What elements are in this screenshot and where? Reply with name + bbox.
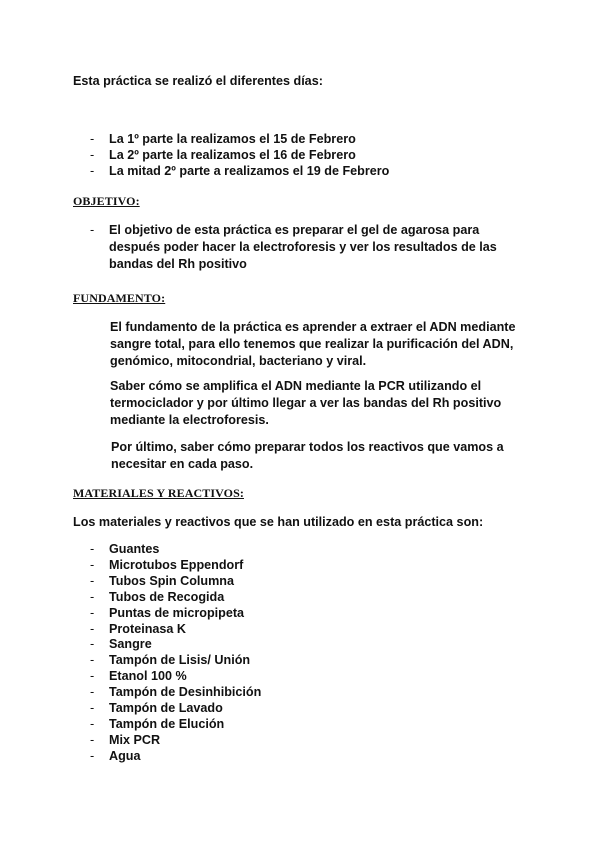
list-item: - Tampón de Lavado — [90, 701, 261, 717]
list-item: - Microtubos Eppendorf — [90, 558, 261, 574]
list-item: - Guantes — [90, 542, 261, 558]
materiales-intro: Los materiales y reactivos que se han utilizado en esta práctica son: — [73, 515, 484, 529]
fundamento-paragraph-3: Por último, saber cómo preparar todos los reactivos que vamos a necesitar en cada paso. — [111, 440, 504, 471]
list-item: - Mix PCR — [90, 733, 261, 749]
list-item: - Proteinasa K — [90, 622, 261, 638]
list-item: - Tampón de Elución — [90, 717, 261, 733]
list-item: - Tubos Spin Columna — [90, 574, 261, 590]
intro-text: Esta práctica se realizó el diferentes días: — [73, 74, 323, 88]
list-item: - La mitad 2º parte a realizamos el 19 de Febrero — [90, 164, 389, 180]
list-item: - Agua — [90, 749, 261, 765]
objetivo-text: - El objetivo de esta práctica es preparar el gel de agarosa para después poder hacer la electroforesis y ver los resultados de las bandas del Rh positivo — [90, 222, 530, 273]
days-list — [90, 132, 389, 180]
materiales-list — [90, 542, 261, 765]
fundamento-paragraph-1: El fundamento de la práctica es aprender a extraer el ADN mediante sangre total, para ello tenemos que realizar la purificación del ADN, genómico, mitocondrial, bacteriano y viral. — [110, 320, 516, 368]
list-item: - Tampón de Lisis/ Unión — [90, 653, 261, 669]
fundamento-paragraph-2: Saber cómo se amplifica el ADN mediante la PCR utilizando el termociclador y por último llegar a ver las bandas del Rh positivo mediante la electroforesis. — [110, 379, 502, 427]
list-item: - La 1º parte la realizamos el 15 de Febrero — [90, 132, 389, 148]
list-item: - Tubos de Recogida — [90, 590, 261, 606]
list-item: - Sangre — [90, 637, 261, 653]
list-item: - Etanol 100 % — [90, 669, 261, 685]
objetivo-list — [90, 222, 530, 273]
list-item: - La 2º parte la realizamos el 16 de Febrero — [90, 148, 389, 164]
list-item: - Tampón de Desinhibición — [90, 685, 261, 701]
fundamento-heading: FUNDAMENTO: — [73, 291, 166, 305]
list-item: - Puntas de micropipeta — [90, 606, 261, 622]
materiales-heading: MATERIALES Y REACTIVOS: — [73, 486, 244, 500]
objetivo-heading: OBJETIVO: — [73, 194, 140, 208]
